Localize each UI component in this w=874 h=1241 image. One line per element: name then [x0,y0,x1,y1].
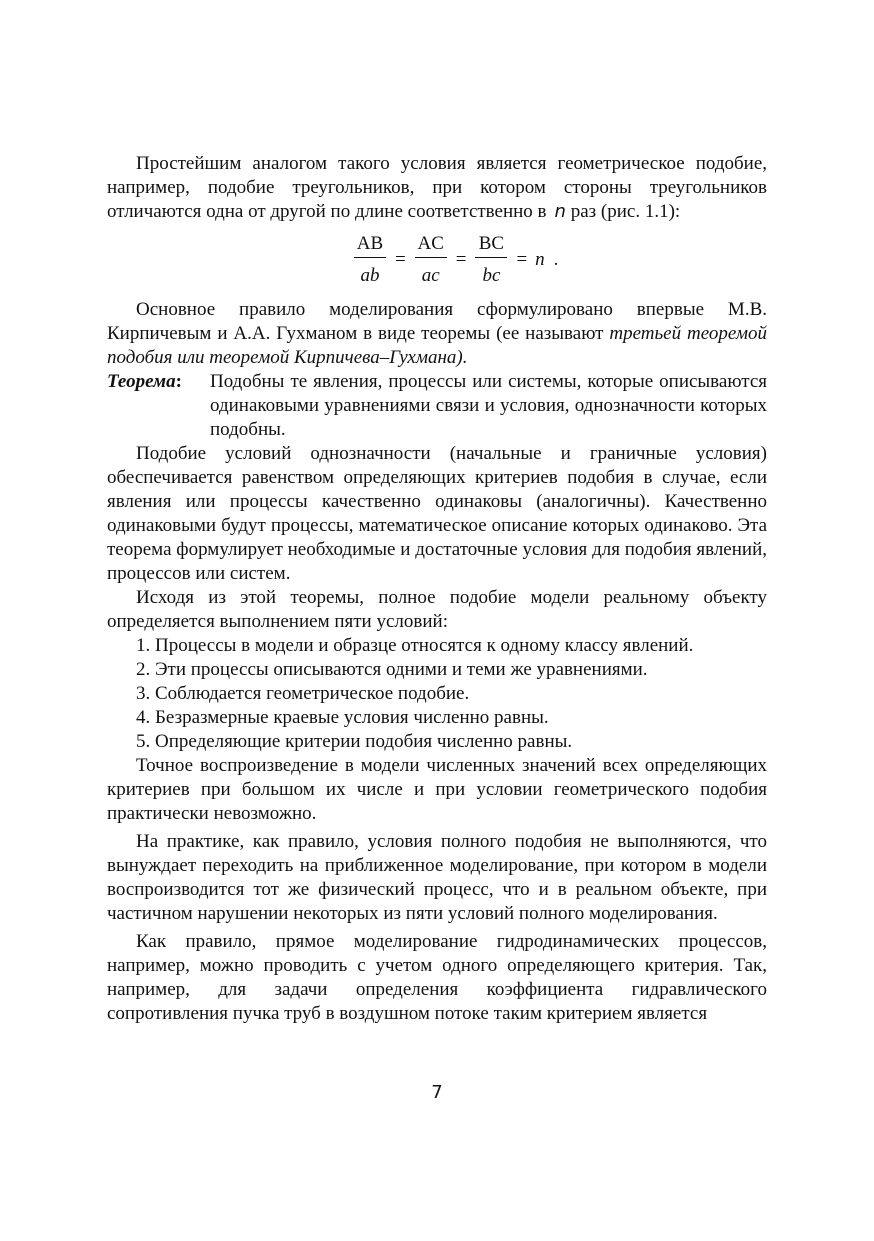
fraction-bc [474,233,508,288]
paragraph-exact-reproduction: Точное воспроизведение в модели численных значений всех определяющих критериев при большом их числе и при условии геометрического подобия практически невозможно. [107,755,767,824]
condition-item: 1. Процессы в модели и образце относятся к одному классу явлений. [136,635,694,656]
condition-item: 2. Эти процессы описываются одними и теми же уравнениями. [136,659,648,680]
paragraph-italic-text: третьей теоремой подобия или теоремой Кирпичева–Гухмана). [107,323,767,368]
numerator: AC [417,232,444,254]
theorem-colon: : [175,371,182,392]
page-body [107,152,767,1026]
fraction-ac [414,233,448,288]
variable-n: n [554,201,566,222]
formula-period: . [553,249,559,270]
paragraph-practice: На практике, как правило, условия полного подобия не выполняются, что вынуждает переходить на приближенное моделирование, при котором в модели воспроизводится тот же физический процесс, что и в реальном объекте, при частичном нарушении некоторых из пяти условий полного моделирования. [107,831,767,924]
equals-sign: = [516,249,528,270]
formula-result: n [535,249,545,270]
paragraph-text: Простейшим аналогом такого условия является геометрическое подобие, например, подобие треугольников, при котором стороны треугольников отличаются одна от другой по длине соответственно в [107,153,767,222]
paragraph-tail: раз (рис. 1.1): [570,201,681,222]
fraction-ab [353,233,387,288]
paragraph-geometric-similarity [107,152,767,224]
paragraph-direct-modeling: Как правило, прямое моделирование гидродинамических процессов, например, можно проводить с учетом одного определяющего критерия. Так, например, для задачи определения коэффициента гидравлического сопротивления пучка труб в воздушном потоке таким критерием является [107,931,767,1024]
denominator: ac [421,264,440,286]
denominator: ab [360,264,380,286]
theorem-label [107,370,210,442]
denominator: bc [482,264,501,286]
condition-item: 3. Соблюдается геометрическое подобие. [136,683,470,704]
numerator: BC [478,232,505,254]
paragraph-text: Основное правило моделирования сформулировано впервые М.В. Кирпичевым и А.А. Гухманом в виде теоремы (ее называют [107,299,767,344]
equals-sign: = [455,249,467,270]
page-number: 7 [431,1082,443,1103]
paragraph-full-similarity: Исходя из этой теоремы, полное подобие модели реальному объекту определяется выполнением пяти условий: [107,587,767,632]
condition-item: 5. Определяющие критерии подобия численно равны. [136,731,573,752]
equals-sign: = [395,249,406,270]
theorem-label-text: Теорема [107,371,176,392]
condition-item: 4. Безразмерные краевые условия численно равны. [136,707,549,728]
numerator: AB [356,232,384,254]
similarity-formula [107,224,767,298]
theorem-text: Подобны те явления, процессы или системы, которые описываются одинаковыми уравнениями связи и условия, однозначности которых подобны. [210,371,767,440]
paragraph-main-rule [107,298,767,370]
paragraph-uniqueness-conditions: Подобие условий однозначности (начальные и граничные условия) обеспечивается равенством определяющих критериев подобия в случае, если явления или процессы качественно одинаковы (аналогичны). Качественно одинаковыми будут процессы, математическое описание которых одинаково. Эта теорема формулирует необходимые и достаточные условия для подобия явлений, процессов или систем. [107,443,767,584]
theorem-block [107,370,767,442]
